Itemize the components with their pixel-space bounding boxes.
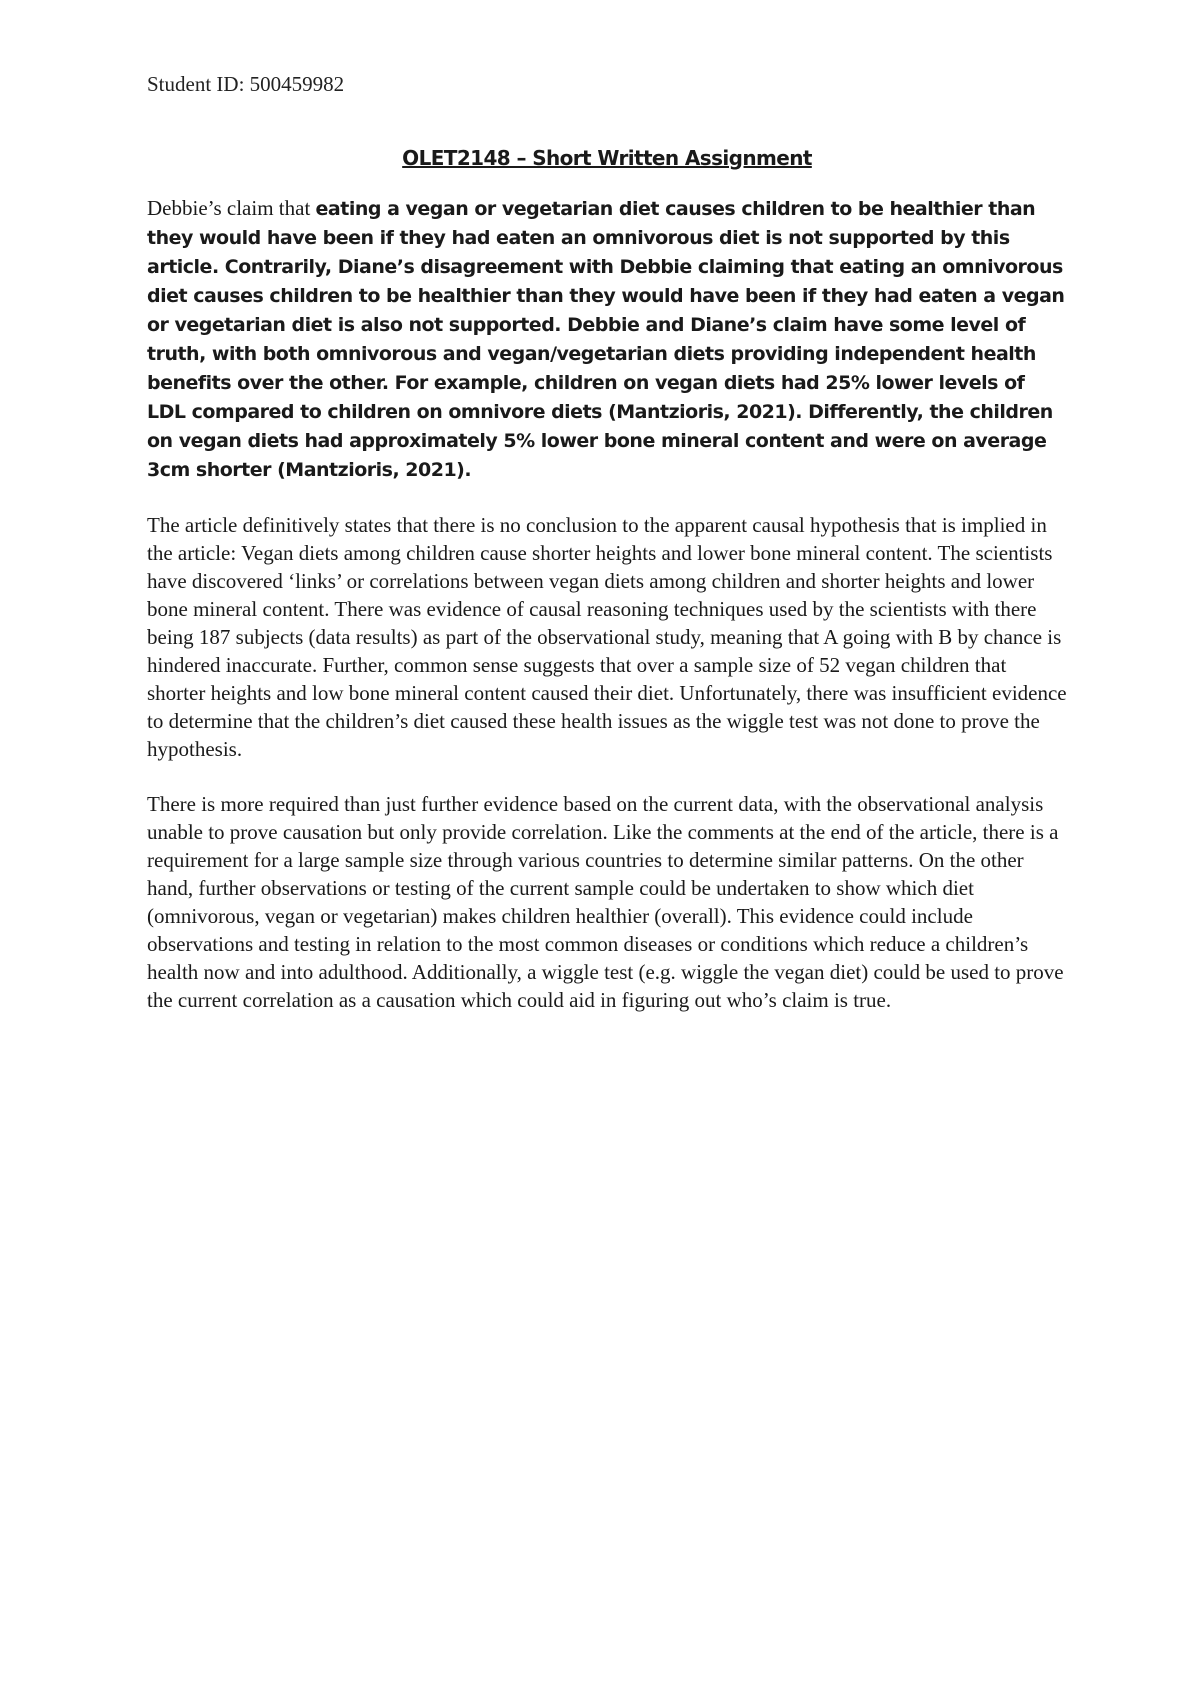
paragraph-1 <box>147 194 1067 484</box>
document-content <box>147 70 1067 1014</box>
paragraph-3: There is more required than just further evidence based on the current data, with the observational analysis unable to prove causation but only provide correlation. Like the comments at the end of the article, there is a requirement for a large sample size through various countries to determine similar patterns. On the other hand, further observations or testing of the current sample could be undertaken to show which diet (omnivorous, vegan or vegetarian) makes children healthier (overall). This evidence could include observations and testing in relation to the most common diseases or conditions which reduce a children’s health now and into adulthood. Additionally, a wiggle test (e.g. wiggle the vegan diet) could be used to prove the current correlation as a causation which could aid in figuring out who’s claim is true. <box>147 792 1064 1012</box>
student-id: Student ID: 500459982 <box>147 72 345 96</box>
paragraph-2: The article definitively states that there is no conclusion to the apparent causal hypothesis that is implied in the article: Vegan diets among children cause shorter heights and lower bone mineral content. The scientists have discovered ‘links’ or correlations between vegan diets among children and shorter heights and lower bone mineral content. There was evidence of causal reasoning techniques used by the scientists with there being 187 subjects (data results) as part of the observational study, meaning that A going with B by chance is hindered inaccurate. Further, common sense suggests that over a sample size of 52 vegan children that shorter heights and low bone mineral content caused their diet. Unfortunately, there was insufficient evidence to determine that the children’s diet caused these health issues as the wiggle test was not done to prove the hypothesis. <box>147 513 1067 761</box>
document-title: OLET2148 – Short Written Assignment <box>402 146 812 170</box>
paragraph-1-lead: Debbie’s claim that <box>147 196 316 220</box>
paragraph-1-bold: eating a vegan or vegetarian diet causes children to be healthier than they would have been if they had eaten an omnivorous diet is not supported by this article. Contrarily, Diane’s disagreement with Debbie claiming that eating an omnivorous diet causes children to be healthier than they would have been if they had eaten a vegan or vegetarian diet is also not supported. Debbie and Diane’s claim have some level of truth, with both omnivorous and vegan/vegetarian diets providing independent health benefits over the other. For example, children on vegan diets had 25% lower levels of LDL compared to children on omnivore diets (Mantzioris, 2021). Differently, the children on vegan diets had approximately 5% lower bone mineral content and were on average 3cm shorter (Mantzioris, 2021). <box>147 198 1065 481</box>
